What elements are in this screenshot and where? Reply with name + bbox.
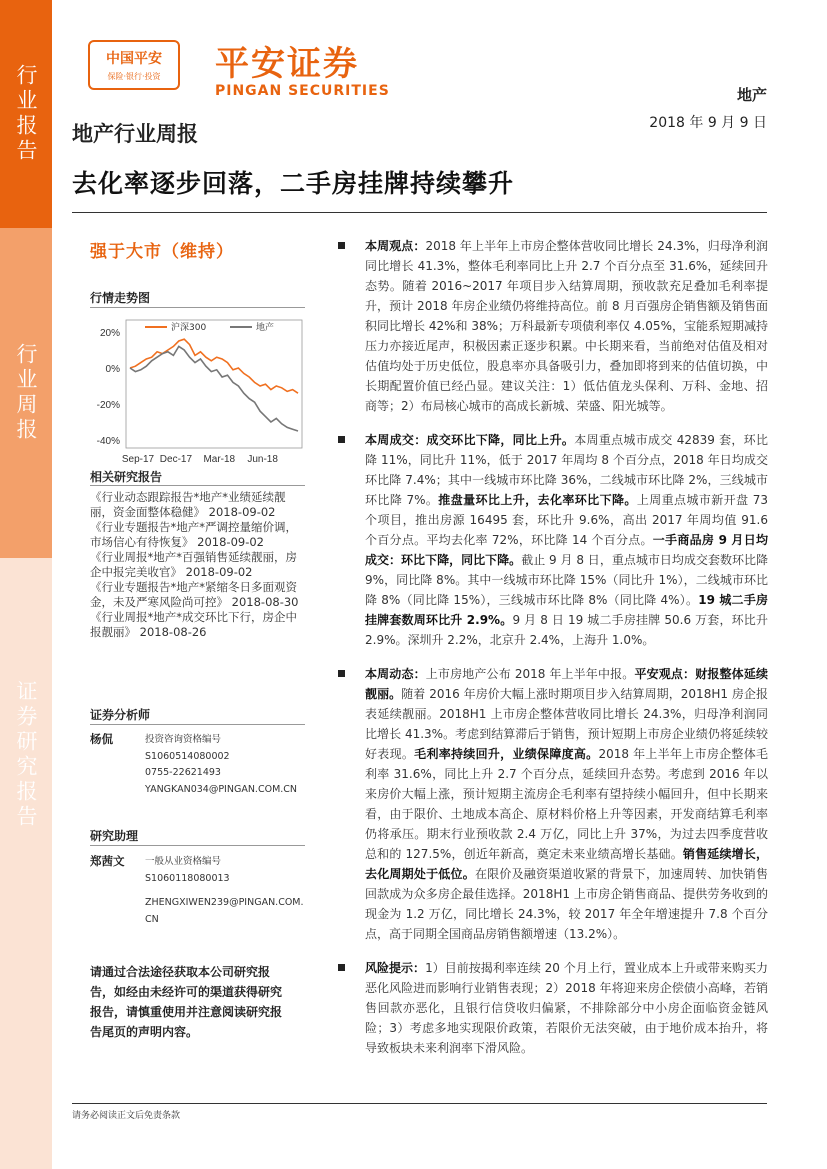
pingan-securities-logo-cn: 平安证券 [215,44,359,84]
footer-divider [72,1103,767,1104]
analyst-divider [90,724,305,725]
paragraph-text: 上周重点城市新开盘 73 个项目，推出房源 16495 套，环比升 9.6%，高出 2017 年周均值 91.6 个百分点。平均去化率 72%，环比降 14 个百分点。 [365,493,768,547]
header-divider [72,212,767,213]
page-title: 去化率逐步回落，二手房挂牌持续攀升 [72,169,515,198]
sidebar-block-weekly [0,228,52,558]
assistant-info [145,854,305,928]
y-tick-label: 20% [99,328,120,339]
paragraph-text: 9 月 8 日 19 城二手房挂牌 50.6 万套，环比升 2.9%。深圳升 2.2%，北京升 2.4%，上海升 1.0%。 [365,613,768,647]
pingan-group-logo-sub: 保险·银行·投资 [107,72,161,81]
legend-label: 沪深300 [171,323,207,333]
paragraph-text: 截止 9 月 8 日，重点城市日均成交套数环比降 9%，同比降 8%。其中一线城市环比降 15%（同比升 1%），二线城市环比降 8%（同比降 15%），三线城市环比降 8%（同比降 4%）。 [365,553,768,607]
analyst-info-line: 0755-22621493 [145,767,221,778]
x-tick-label: Dec-17 [159,454,193,465]
pingan-group-logo-text: 中国平安 [106,51,162,67]
paragraph-highlight: 毛利率持续回升，业绩保障度高。 [414,747,599,761]
analyst-info-line: S1060514080002 [145,750,230,762]
bullet-icon [338,670,345,677]
paragraph-label: 本周成交：成交环比下降，同比上升。 [365,433,575,447]
related-reports-divider [90,485,305,486]
paragraph-text: 本周重点城市成交 42839 套，环比降 11%，同比升 11%，低于 2017 年周均 8 个百分点，2018 年日均成交环比降 7.4%；其中一线城市环比降 36%，二线城市环比降 2%，三线城市环比降 7%。 [365,433,768,507]
report-type: 地产行业周报 [72,122,198,146]
assistant-name: 郑茜文 [90,854,125,868]
legend-label: 地产 [256,323,275,333]
related-report-item[interactable]: 《行业专题报告*地产*严调控量缩价调，市场信心有待恢复》 2018-09-02 [90,520,297,549]
paragraph-risks [338,958,768,1058]
assistant-email[interactable]: ZHENGXIWEN239@PINGAN.COM.CN [145,897,304,925]
series-line-hs300 [130,339,298,393]
paragraph-text: 1）目前按揭利率连续 20 个月上行，置业成本上升或带来购买力恶化风险进而影响行业销售表现；2）2018 年将迎来房企偿债小高峰，若销售回款亦恶化，且银行信贷收归偏紧，不排除部分中小房企面临资金链风险；3）考虑多地实现限价政策，若限价无法突破，由于地价成本抬升，将导致板块未来利润率下滑风险。 [365,961,768,1055]
x-tick-label: Sep-17 [121,454,155,465]
trend-section-divider [90,307,305,308]
paragraph-transactions [338,430,768,650]
paragraph-label: 本周观点： [365,239,426,253]
assistant-info-line: S1060118080013 [145,872,230,884]
related-report-item[interactable]: 《行业周报*地产*百强销售延续靓丽，房企中报完美收官》 2018-09-02 [90,550,297,579]
analyst-heading: 证券分析师 [90,708,151,722]
sidebar-label-weekly: 行业周报 [14,343,38,443]
bullet-icon [338,242,345,249]
pingan-group-logo [88,40,180,90]
paragraph-highlight: 19 城二手房挂牌套数周环比升 2.9%。 [365,593,768,627]
y-tick-label: -20% [96,400,120,411]
paragraph-dynamics [338,664,768,944]
pingan-securities-logo-en: PINGAN SECURITIES [215,83,390,99]
main-content [338,236,768,1058]
paragraph-viewpoint [338,236,768,416]
footer-disclaimer: 请务必阅读正文后免责条款 [72,1111,181,1121]
y-tick-label: -40% [96,436,120,447]
analyst-info-line: 投资咨询资格编号 [145,734,222,745]
related-report-item[interactable]: 《行业动态跟踪报告*地产*业绩延续靓丽，资金面整体稳健》 2018-09-02 [90,490,286,519]
x-tick-label: Mar-18 [203,454,236,465]
paragraph-label: 本周动态： [365,667,426,681]
sector-label: 地产 [736,86,767,104]
sidebar-block-research [0,558,52,1169]
analyst-info [145,732,305,798]
paragraph-text: 在限价及融资渠道收紧的背景下，加速周转、加快销售回款成为众多房企最佳选择。2018H1 上市房企销售商品、提供劳务收到的现金为 1.2 万亿，同比增长 24.3%，较 2017 年全年增速提升 7.8 个百分点，高于同期全国商品房销售额增速（13.2%）。 [365,867,768,941]
analyst-email[interactable]: YANGKAN034@PINGAN.COM.CN [145,783,298,795]
assistant-heading: 研究助理 [90,829,139,843]
related-report-item[interactable]: 《行业专题报告*地产*紧缩冬日多面观资金，未及严寒风险尚可控》 2018-08-30 [90,580,299,609]
sidebar-label-research: 证券研究报告 [14,680,38,830]
paragraph-text: 上市房地产公布 2018 年上半年中报。 [425,667,635,681]
paragraph-highlight: 销售延续增长，去化周期处于低位。 [365,847,768,881]
paragraph-text: 2018 年上半年上市房企整体毛利率 31.6%，同比上升 2.7 个百分点，延续回升态势。考虑到 2016 年以来房价大幅上涨，预计短期主流房企毛利率有望持续小幅回升，但中长期来看，由于限价、土地成本高企、原材料价格上升等因素，开发商结算毛利率仍将承压。期末行业预收款 2.4 万亿，同比上升 37%，为过去四季度营收总和的 127.5%，创近年新高，奠定未来业绩高增长基础。 [365,747,768,861]
related-reports-list [90,490,308,640]
pingan-securities-logo [215,36,390,99]
assistant-info-line: 一般从业资格编号 [145,856,222,867]
analyst-name: 杨侃 [90,732,113,746]
trend-chart [90,318,310,468]
assistant-divider [90,845,305,846]
chart-frame [126,320,302,448]
disclaimer-notice: 请通过合法途径获取本公司研究报告，如经由未经许可的渠道获得研究报告，请慎重使用并注意阅读研究报告尾页的声明内容。 [90,965,283,1039]
related-report-item[interactable]: 《行业周报*地产*成交环比下行，房企中报靓丽》 2018-08-26 [90,610,297,639]
report-date: 2018 年 9 月 9 日 [649,115,767,131]
rating-label: 强于大市（维持） [90,242,234,262]
sidebar-block-report [0,0,52,228]
paragraph-text: 2018 年上半年上市房企整体营收同比增长 24.3%，归母净利润同比增长 41.3%，整体毛利率同比上升 2.7 个百分点至 31.6%，延续回升态势。随着 2016~2017 年项目步入结算周期，预收款充足叠加毛利率提升，预计 2018 年房企业绩仍将维持高位。前 8 月百强房企销售额及销售面积同比增长 42%和 38%；万科最新专项债利率仅 4.05%，宝能系短期减持压力亦接近尾声，积极因素正逐步积累。中长期来看，当前绝对估值及相对估值均处于历史低位，股息率亦具备吸引力，叠加即将到来的估值切换，中长期配置价值已经凸显。建议关注：1）低估值龙头保利、万科、金地、招商等；2）布局核心城市的高成长新城、荣盛、阳光城等。 [365,239,768,413]
paragraph-highlight: 平安观点：财报整体延续靓丽。 [365,667,768,701]
paragraph-text: 随着 2016 年房价大幅上涨时期项目步入结算周期，2018H1 房企报表延续靓丽。2018H1 上市房企整体营收同比增长 24.3%，归母净利润同比增长 41.3%。考虑到结算滞后于销售，预计短期上市房企业绩仍将延续较好表现。 [365,687,768,761]
trend-section-heading: 行情走势图 [90,291,151,305]
bullet-icon [338,436,345,443]
sidebar-label-report: 行业报告 [14,64,38,164]
assistant-info-line [145,887,305,895]
paragraph-highlight: 一手商品房 9 月日均成交：环比下降，同比下降。 [365,533,768,567]
x-tick-label: Jun-18 [247,454,278,465]
paragraph-label: 风险提示： [365,961,426,975]
sidebar [0,0,52,1169]
y-tick-label: 0% [105,364,120,375]
related-reports-heading: 相关研究报告 [90,470,163,484]
paragraph-highlight: 推盘量环比上升，去化率环比下降。 [438,493,637,507]
bullet-icon [338,964,345,971]
